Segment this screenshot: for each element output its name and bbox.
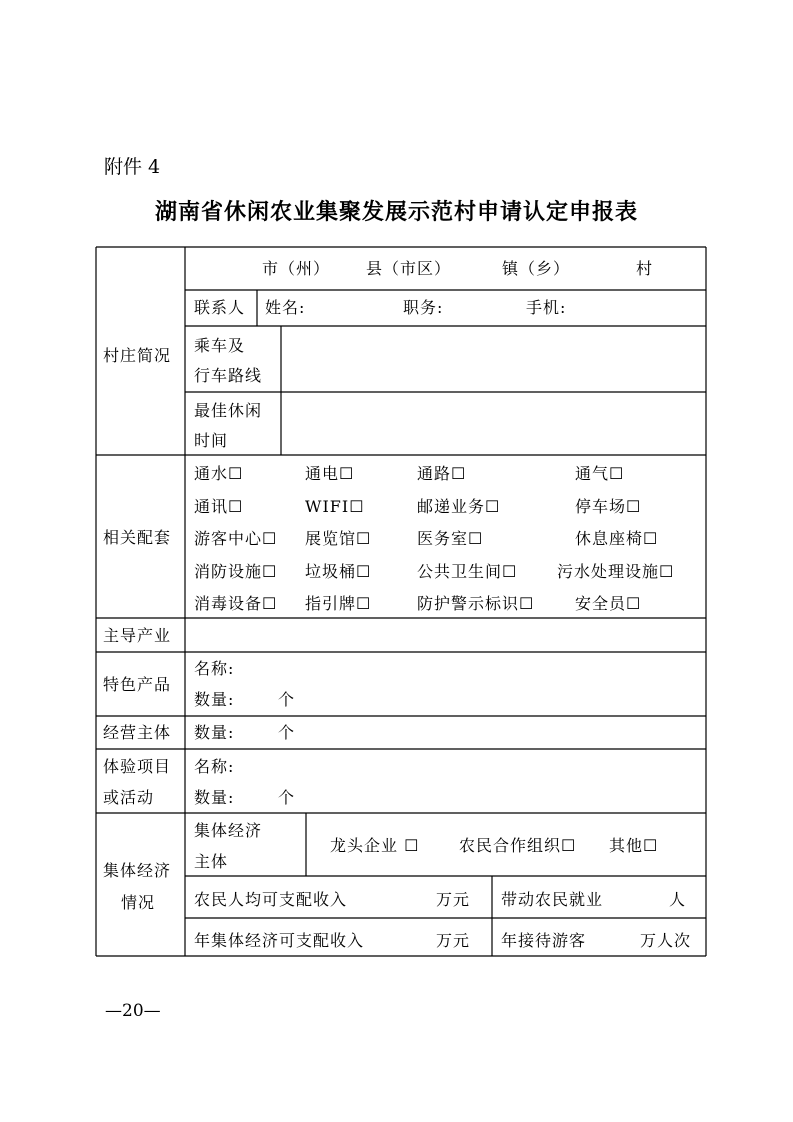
- route-label-line2: 行车路线: [194, 366, 263, 385]
- facility-checkbox[interactable]: 邮递业务☐: [417, 497, 501, 516]
- address-county: 县（市区）: [366, 259, 452, 278]
- address-village: 村: [636, 259, 654, 278]
- tourists-unit: 万人次: [640, 931, 692, 950]
- specialty-count-field[interactable]: 数量:: [194, 690, 235, 709]
- facility-checkbox[interactable]: 展览馆☐: [305, 529, 372, 548]
- facility-checkbox[interactable]: 污水处理设施☐: [557, 562, 675, 581]
- specialty-count-unit: 个: [278, 690, 296, 709]
- entity-option-checkbox[interactable]: 龙头企业 ☐: [330, 836, 420, 855]
- facility-checkbox[interactable]: 通气☐: [575, 464, 625, 483]
- facility-checkbox[interactable]: 通电☐: [305, 464, 355, 483]
- operators-count-unit: 个: [278, 723, 296, 742]
- facility-checkbox[interactable]: 安全员☐: [575, 594, 642, 613]
- address-city: 市（州）: [262, 259, 331, 278]
- experience-name-field[interactable]: 名称:: [194, 757, 235, 776]
- best-time-label-line1: 最佳休闲: [194, 401, 263, 420]
- facility-checkbox[interactable]: 停车场☐: [575, 497, 642, 516]
- income-unit: 万元: [436, 890, 471, 909]
- collective-entity-label-line1: 集体经济: [194, 821, 263, 840]
- facility-checkbox[interactable]: 公共卫生间☐: [417, 562, 518, 581]
- operators-label: 经营主体: [103, 723, 172, 742]
- experience-count-unit: 个: [278, 788, 296, 807]
- entity-option-checkbox[interactable]: 其他☐: [609, 836, 659, 855]
- facility-checkbox[interactable]: 通水☐: [194, 464, 244, 483]
- form-title: 湖南省休闲农业集聚发展示范村申请认定申报表: [154, 199, 638, 225]
- facility-checkbox[interactable]: 医务室☐: [417, 529, 484, 548]
- facility-checkbox[interactable]: 通路☐: [417, 464, 467, 483]
- facility-checkbox[interactable]: 休息座椅☐: [575, 529, 659, 548]
- contact-label: 联系人: [194, 298, 246, 317]
- employment-unit: 人: [669, 890, 687, 909]
- employment-label: 带动农民就业: [501, 890, 604, 909]
- collective-label-line2: 情况: [121, 893, 156, 912]
- collective-income-unit: 万元: [436, 931, 471, 950]
- village-section-label: 村庄简况: [103, 346, 172, 365]
- contact-phone-field[interactable]: 手机:: [526, 298, 567, 317]
- page-number: —20—: [105, 1001, 161, 1021]
- facility-checkbox[interactable]: 通讯☐: [194, 497, 244, 516]
- experience-count-field[interactable]: 数量:: [194, 788, 235, 807]
- collective-income-label: 年集体经济可支配收入: [194, 931, 365, 950]
- facility-checkbox[interactable]: 消防设施☐: [194, 562, 278, 581]
- contact-position-field[interactable]: 职务:: [403, 298, 444, 317]
- facility-checkbox[interactable]: 指引牌☐: [305, 594, 372, 613]
- address-town: 镇（乡）: [502, 259, 571, 278]
- facilities-section-label: 相关配套: [103, 528, 172, 547]
- facility-checkbox[interactable]: 防护警示标识☐: [417, 594, 535, 613]
- experience-label-line2: 或活动: [103, 788, 155, 807]
- collective-label-line1: 集体经济: [103, 861, 172, 880]
- leading-industry-label: 主导产业: [103, 626, 172, 645]
- tourists-label: 年接待游客: [501, 931, 587, 950]
- attachment-label: 附件 4: [104, 156, 161, 178]
- specialty-name-field[interactable]: 名称:: [194, 659, 235, 678]
- facility-checkbox[interactable]: 消毒设备☐: [194, 594, 278, 613]
- facility-checkbox[interactable]: 垃圾桶☐: [305, 562, 372, 581]
- best-time-label-line2: 时间: [194, 431, 229, 450]
- facility-checkbox[interactable]: 游客中心☐: [194, 529, 278, 548]
- facility-checkbox[interactable]: WIFI☐: [305, 497, 365, 516]
- collective-entity-label-line2: 主体: [194, 852, 229, 871]
- operators-count-field[interactable]: 数量:: [194, 723, 235, 742]
- route-label-line1: 乘车及: [194, 336, 246, 355]
- contact-name-field[interactable]: 姓名:: [265, 298, 306, 317]
- experience-label-line1: 体验项目: [103, 757, 172, 776]
- specialty-label: 特色产品: [103, 675, 172, 694]
- entity-option-checkbox[interactable]: 农民合作组织☐: [459, 836, 577, 855]
- income-label: 农民人均可支配收入: [194, 890, 348, 909]
